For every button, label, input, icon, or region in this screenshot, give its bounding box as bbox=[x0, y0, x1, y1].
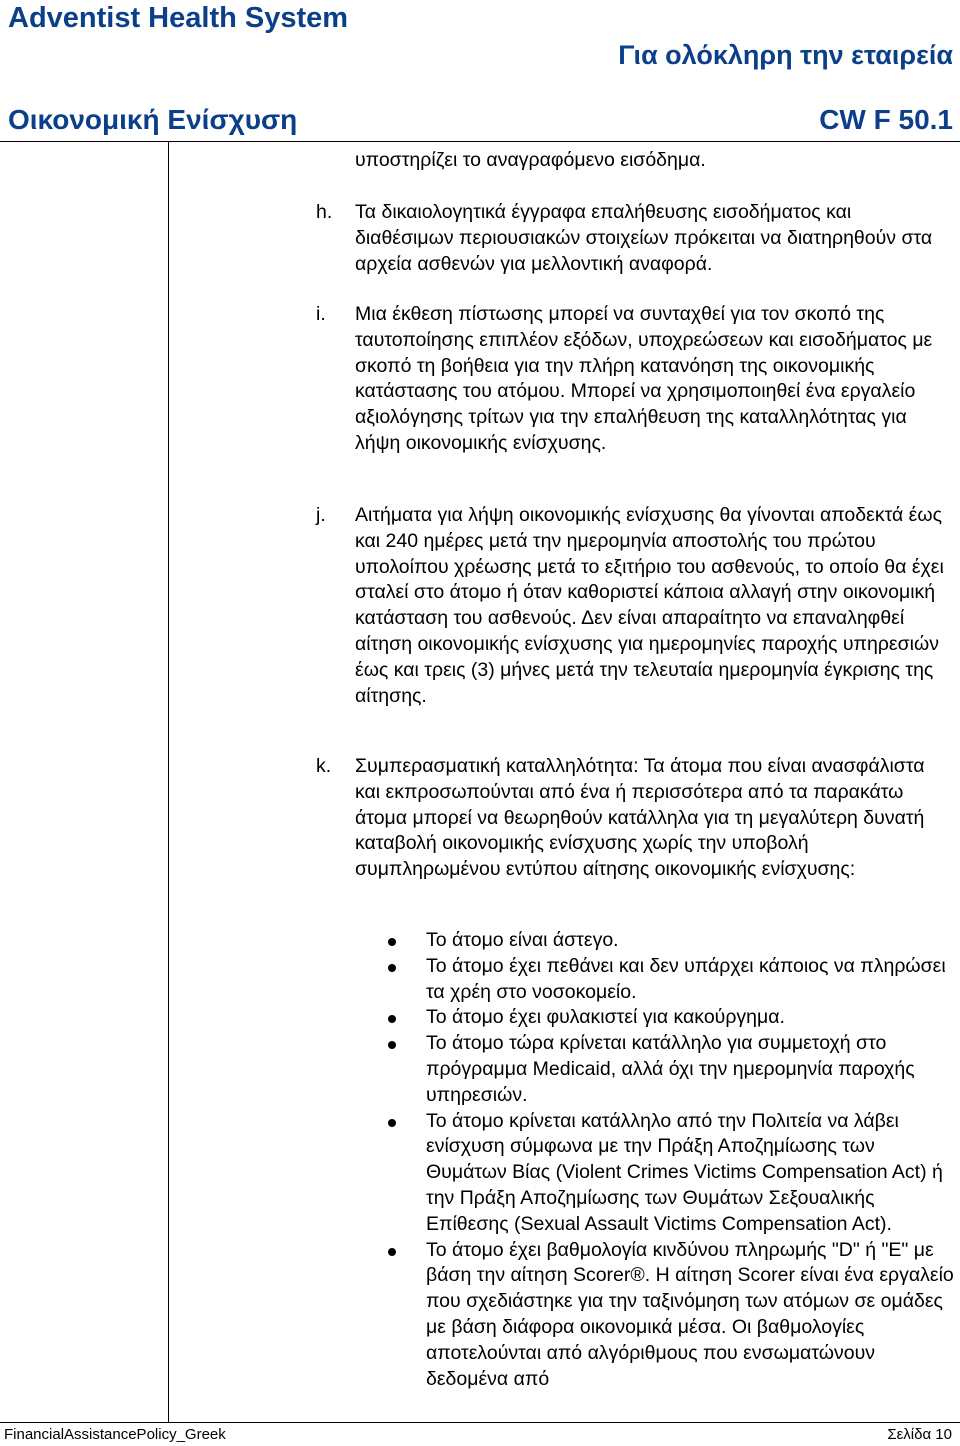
item-text: Αιτήματα για λήψη οικονομικής ενίσχυσης θα γίνονται αποδεκτά έως και 240 ημέρες μετά την ημερομηνία αποστολής του πρώτου υπολοίπου χρέωσης μετά το εξιτήριο του ασθενούς, το οποίο θα έχει σταλεί στο άτομο ή όταν καθοριστεί κάποια αλλαγή στην οικονομική κατάσταση του ασθενούς. Δεν είναι απαραίτητο να επαναληφθεί αίτηση οικονομικής ενίσχυσης για ημερομηνίες παροχής υπηρεσιών έως και τρεις (3) μήνες μετά την τελευταία ημερομηνία έγκρισης της αίτησης. bbox=[355, 504, 944, 707]
header-org: Adventist Health System bbox=[8, 2, 349, 34]
list-item-text: Το άτομο έχει βαθμολογία κινδύνου πληρωμής "D" ή "E" με βάση την αίτηση Scorer®. Η αίτηση Scorer είναι ένα εργαλείο που σχεδιάστηκε για την ταξινόμηση των ατόμων σε ομάδες με βάση διάφορα οικονομικά μέσα. Οι βαθμολογίες αποτελούνται από αλγόριθμους που ενσωματώνουν δεδομένα από bbox=[426, 1238, 954, 1390]
item-marker: k. bbox=[316, 755, 332, 777]
list-item bbox=[388, 954, 958, 1006]
bullet-icon bbox=[388, 1119, 396, 1127]
bullet-icon bbox=[388, 964, 396, 972]
list-item bbox=[388, 1238, 958, 1393]
continuation-text: υποστηρίζει το αναγραφόμενο εισόδημα. bbox=[355, 149, 706, 171]
item-text: Συμπερασματική καταλληλότητα: Τα άτομα που είναι ανασφάλιστα και εκπροσωπούνται από ένα ή περισσότερα από τα παρακάτω άτομα μπορεί να θεωρηθούν κατάλληλα για τη μεγαλύτερη δυνατή καταβολή οικονομικής ενίσχυσης χωρίς την υποβολή συμπληρωμένου εντύπου αίτησης οικονομικής ενίσχυσης: bbox=[355, 755, 925, 881]
bullet-icon bbox=[388, 1015, 396, 1023]
header-divider bbox=[0, 141, 960, 142]
list-item bbox=[388, 928, 958, 954]
list-item bbox=[388, 1031, 958, 1108]
list-item-text: Το άτομο τώρα κρίνεται κατάλληλο για συμμετοχή στο πρόγραμμα Medicaid, αλλά όχι την ημερομηνία παροχής υπηρεσιών. bbox=[426, 1032, 915, 1106]
footer-page-number: Σελίδα 10 bbox=[887, 1426, 952, 1443]
list-item-text: Το άτομο έχει πεθάνει και δεν υπάρχει κάποιος να πληρώσει τα χρέη στο νοσοκομείο. bbox=[426, 954, 946, 1003]
bullet-icon bbox=[388, 1248, 396, 1256]
column-divider bbox=[168, 142, 169, 1422]
header-code: CW F 50.1 bbox=[819, 104, 953, 135]
list-item-text: Το άτομο έχει φυλακιστεί για κακούργημα. bbox=[426, 1006, 785, 1029]
item-marker: i. bbox=[316, 303, 326, 325]
item-text: Τα δικαιολογητικά έγγραφα επαλήθευσης εισοδήματος και διαθέσιμων περιουσιακών στοιχείων πρόκειται να διατηρηθούν στα αρχεία ασθενών για μελλοντική αναφορά. bbox=[355, 201, 933, 275]
item-text: Μια έκθεση πίστωσης μπορεί να συνταχθεί για τον σκοπό της ταυτοποίησης επιπλέον εξόδων, υποχρεώσεων και εισοδήματος με σκοπό τη βοήθεια για την πλήρη κατανόηση της οικονομικής κατάστασης του ατόμου. Μπορεί να χρησιμοποιηθεί ένα εργαλείο αξιολόγησης τρίτων για την επαλήθευση της καταλληλότητας για λήψη οικονομικής ενίσχυσης. bbox=[355, 303, 933, 454]
bullet-icon bbox=[388, 938, 396, 946]
footer-divider bbox=[0, 1422, 960, 1423]
list-item-text: Το άτομο είναι άστεγο. bbox=[426, 929, 619, 951]
item-marker: h. bbox=[316, 201, 333, 223]
header-title: Οικονομική Ενίσχυση bbox=[8, 104, 298, 135]
bullet-icon bbox=[388, 1041, 396, 1049]
header-scope: Για ολόκληρη την εταιρεία bbox=[618, 40, 953, 70]
list-item bbox=[388, 1109, 958, 1238]
list-item bbox=[388, 1005, 958, 1031]
list-item-text: Το άτομο κρίνεται κατάλληλο από την Πολιτεία να λάβει ενίσχυση σύμφωνα με την Πράξη Αποζημίωσης των Θυμάτων Βίας (Violent Crimes Victims Compensation Act) ή την Πράξη Αποζημίωσης των Θυμάτων Σεξουαλικής Επίθεσης (Sexual Assault Victims Compensation Act). bbox=[426, 1109, 943, 1235]
item-marker: j. bbox=[316, 504, 326, 526]
criteria-list bbox=[388, 928, 958, 1392]
footer-filename: FinancialAssistancePolicy_Greek bbox=[4, 1426, 226, 1443]
